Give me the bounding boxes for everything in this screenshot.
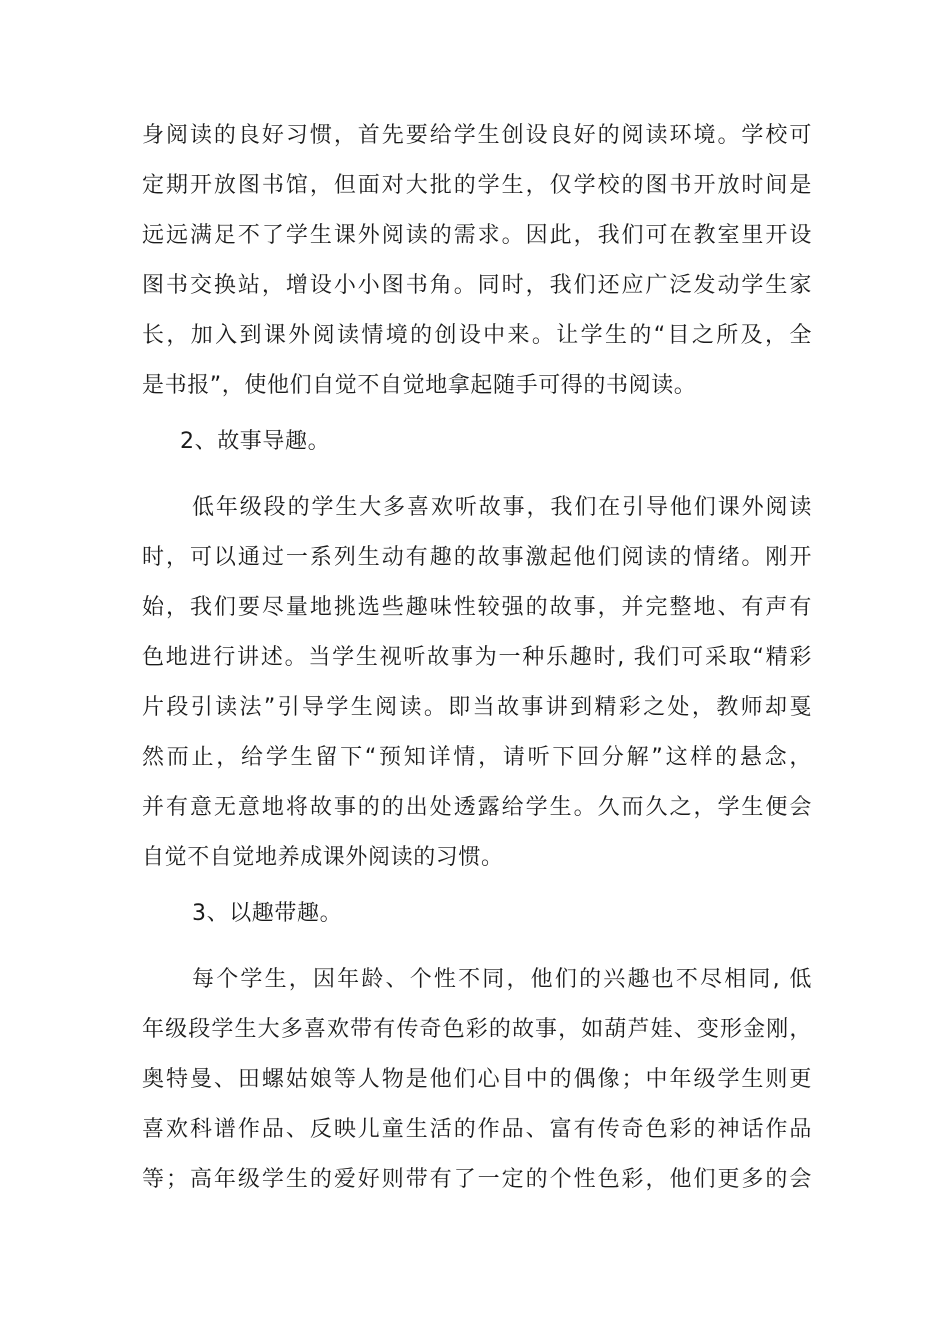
text-line: 并有意无意地将故事的的出处透露给学生。久而久之，学生便会: [142, 795, 812, 820]
paragraph-first-line: 每个学生，因年龄、个性不同，他们的兴趣也不尽相同, 低: [192, 967, 812, 992]
text-line: 图书交换站，增设小小图书角。同时，我们还应广泛发动学生家: [142, 273, 812, 298]
paragraph-first-line: 低年级段的学生大多喜欢听故事，我们在引导他们课外阅读: [192, 495, 812, 520]
text-line: 色地进行讲述。当学生视听故事为一种乐趣时, 我们可采取“精彩: [142, 645, 812, 670]
section-heading: 3、以趣带趣。: [192, 901, 343, 926]
text-line: 长，加入到课外阅读情境的创设中来。让学生的“目之所及，全: [142, 323, 812, 348]
text-line: 是书报”，使他们自觉不自觉地拿起随手可得的书阅读。: [142, 373, 697, 398]
text-line: 年级段学生大多喜欢带有传奇色彩的故事，如葫芦娃、变形金刚，: [142, 1017, 812, 1042]
text-line: 自觉不自觉地养成课外阅读的习惯。: [142, 845, 504, 870]
text-line: 然而止，给学生留下“预知详情，请听下回分解”这样的悬念，: [142, 745, 812, 770]
section-heading: 2、故事导趣。: [180, 429, 331, 454]
text-line: 奥特曼、田螺姑娘等人物是他们心目中的偶像；中年级学生则更: [142, 1067, 812, 1092]
text-line: 等；高年级学生的爱好则带有了一定的个性色彩，他们更多的会: [142, 1167, 812, 1192]
text-line: 喜欢科谱作品、反映儿童生活的作品、富有传奇色彩的神话作品: [142, 1117, 812, 1142]
text-line: 身阅读的良好习惯，首先要给学生创设良好的阅读环境。学校可: [142, 123, 812, 148]
text-line: 定期开放图书馆，但面对大批的学生，仅学校的图书开放时间是: [142, 173, 812, 198]
text-line: 远远满足不了学生课外阅读的需求。因此，我们可在教室里开设: [142, 223, 812, 248]
text-line: 始，我们要尽量地挑选些趣味性较强的故事，并完整地、有声有: [142, 595, 812, 620]
text-line: 片段引读法”引导学生阅读。即当故事讲到精彩之处，教师却戛: [142, 695, 812, 720]
text-line: 时，可以通过一系列生动有趣的故事激起他们阅读的情绪。刚开: [142, 545, 812, 570]
